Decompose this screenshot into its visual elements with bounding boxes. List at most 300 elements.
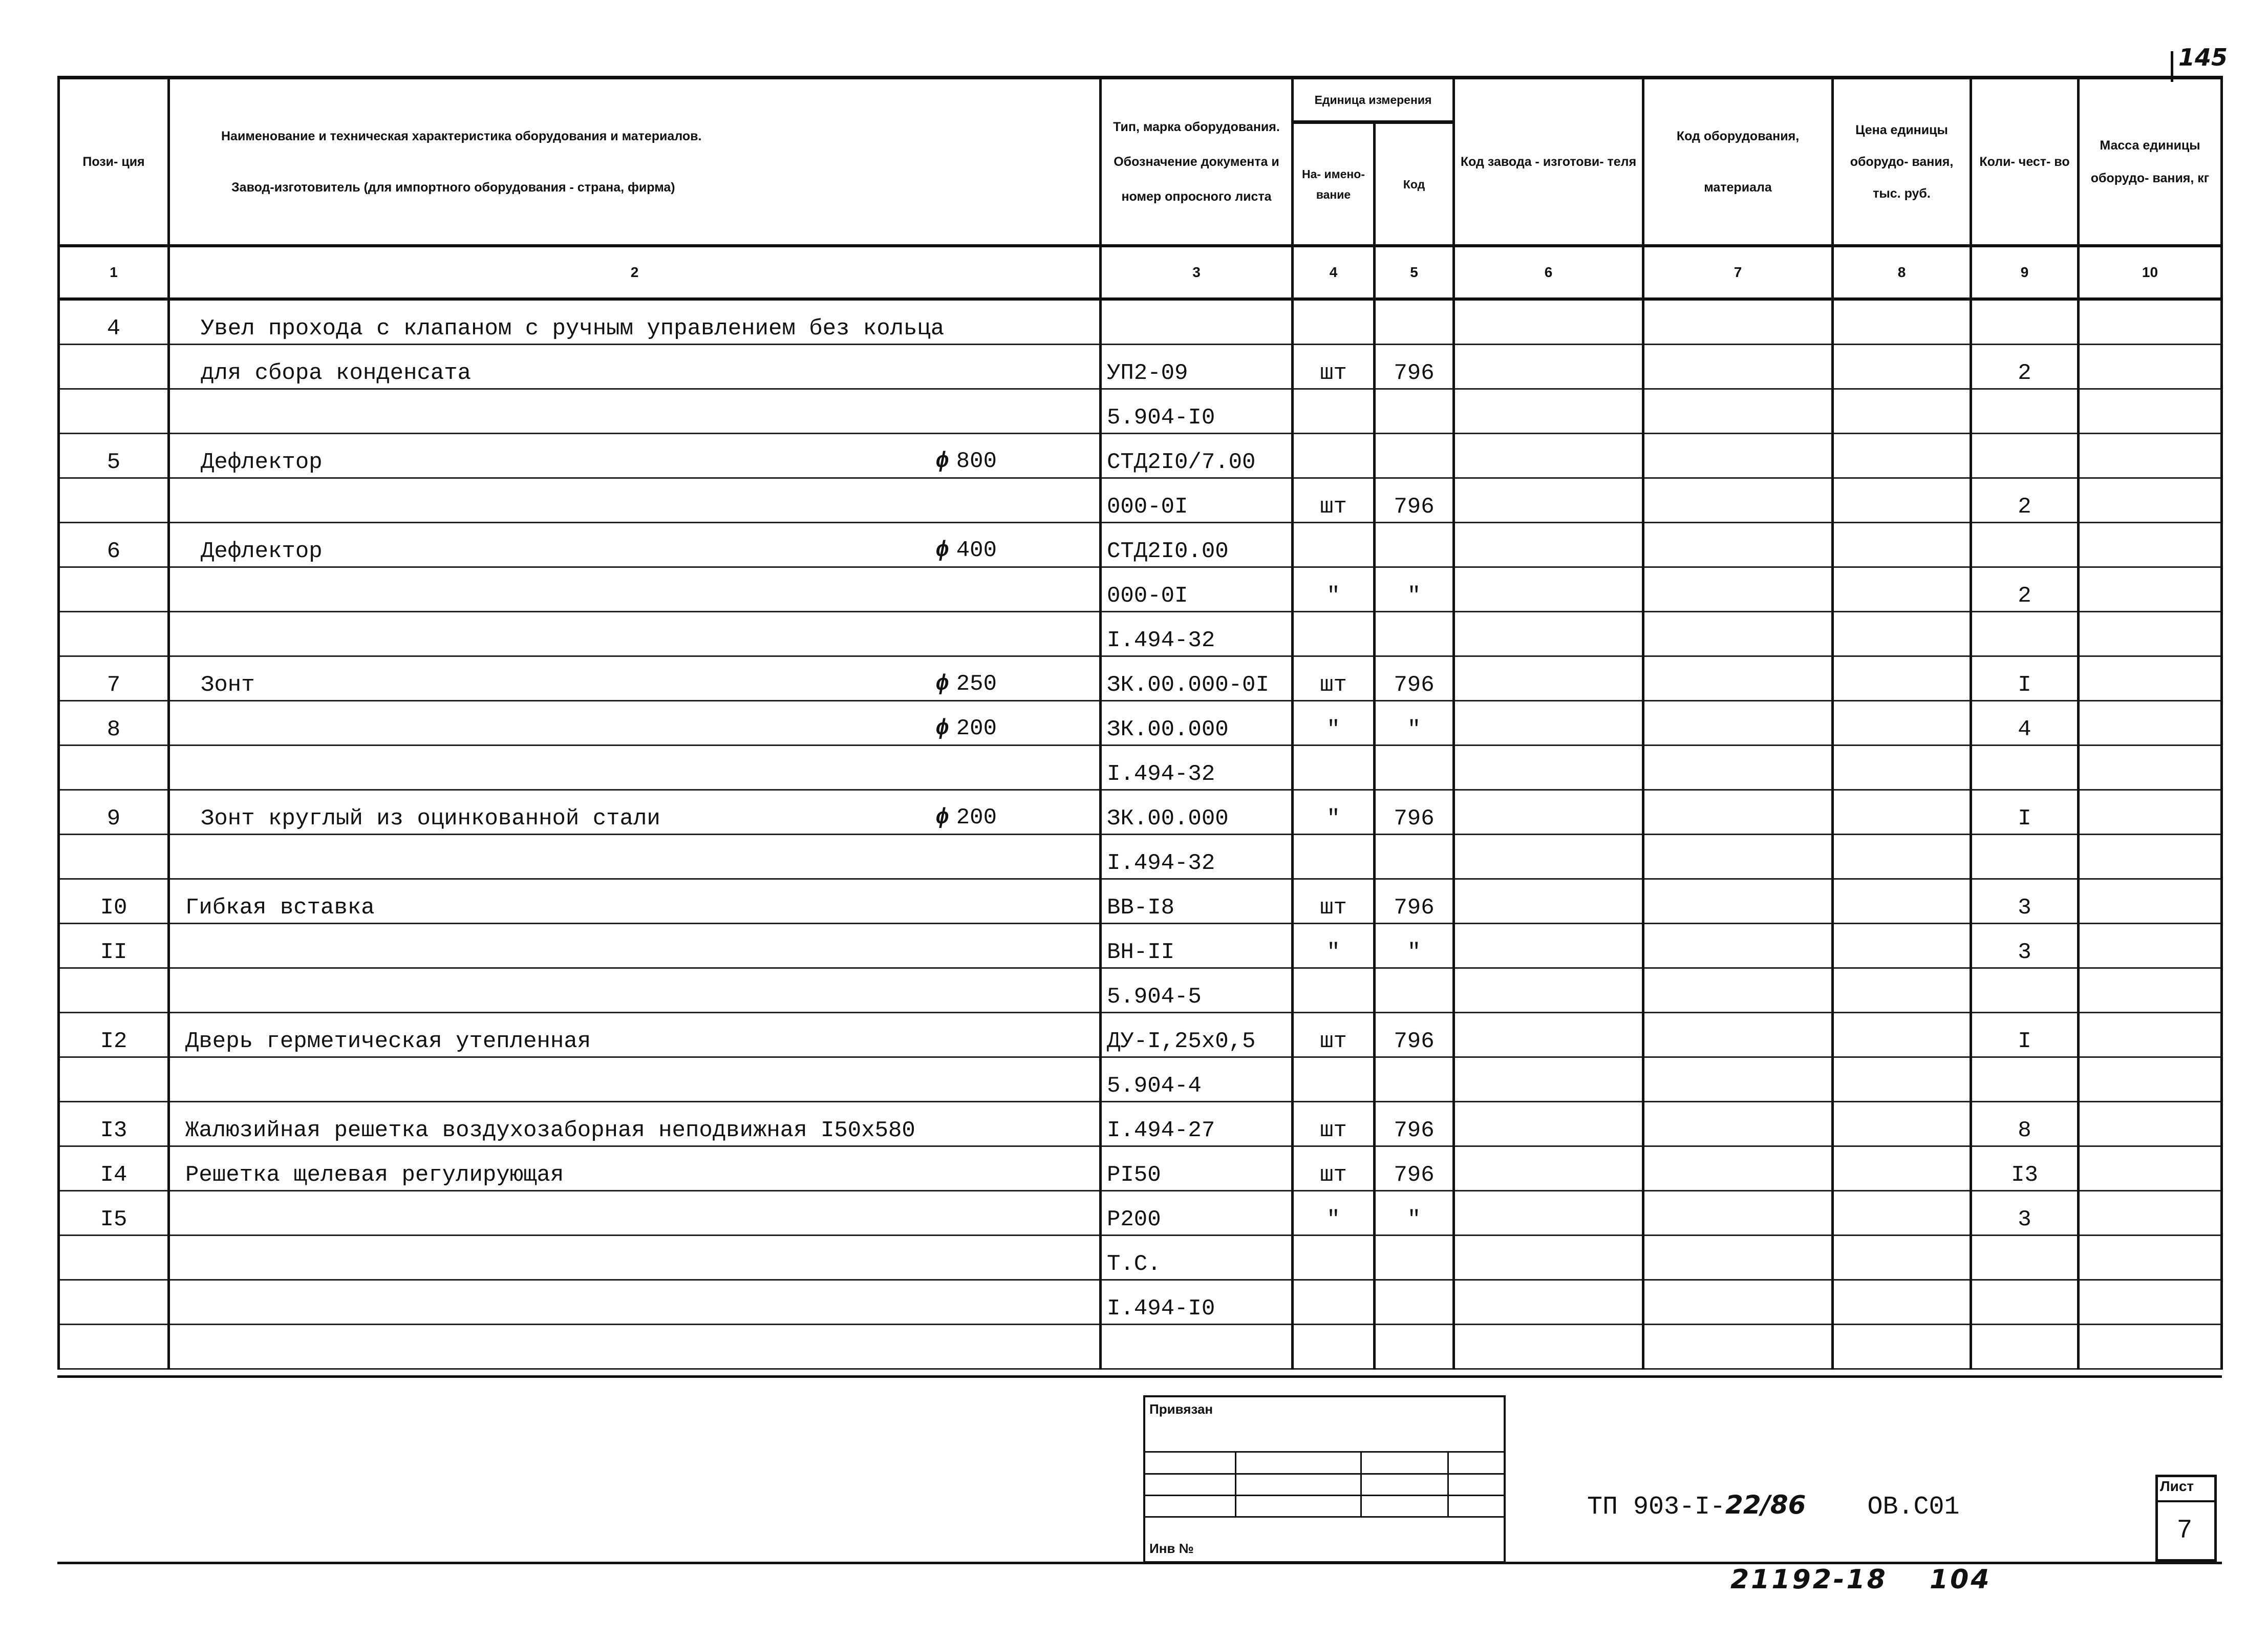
row-name: [175, 1207, 185, 1232]
stamp-divider: [1360, 1451, 1362, 1516]
row-equipment-code: [1643, 835, 1833, 879]
row-price: [1833, 968, 1971, 1013]
row-quantity: [1971, 299, 2079, 345]
header-type: Тип, марка оборудования. Обозначение документа и номер опросного листа: [1101, 78, 1293, 246]
row-type: I.494-32: [1101, 835, 1293, 879]
table-row: [59, 1057, 2222, 1102]
row-unit-code: [1375, 1280, 1454, 1325]
row-quantity: 4: [1971, 701, 2079, 746]
diameter-symbol: ϕ: [935, 449, 949, 474]
table-row: [59, 924, 2222, 968]
row-unit: [1293, 1280, 1375, 1325]
row-mass: [2079, 523, 2222, 567]
diameter-symbol: ϕ: [935, 716, 949, 741]
row-maker-code: [1454, 434, 1643, 478]
specification-table: [57, 76, 2223, 1370]
row-mass: [2079, 879, 2222, 924]
row-position: [59, 1236, 169, 1280]
diameter-symbol: ϕ: [935, 671, 949, 697]
row-quantity: [1971, 1325, 2079, 1369]
row-unit: ": [1293, 567, 1375, 612]
row-equipment-code: [1643, 523, 1833, 567]
diameter-value: 200: [956, 716, 997, 741]
row-equipment-code: [1643, 746, 1833, 790]
column-number: 4: [1293, 246, 1375, 299]
row-unit-code: 796: [1375, 1146, 1454, 1191]
row-position: II: [59, 924, 169, 968]
row-price: [1833, 1102, 1971, 1146]
row-maker-code: [1454, 1325, 1643, 1369]
row-unit: [1293, 612, 1375, 656]
table-row: [59, 478, 2222, 523]
row-type: 000-0I: [1101, 567, 1293, 612]
table-row: [59, 1191, 2222, 1236]
table-row: [59, 299, 2222, 345]
row-diameter: [935, 449, 997, 474]
row-equipment-code: [1643, 1236, 1833, 1280]
row-mass: [2079, 1280, 2222, 1325]
row-type: УП2-09: [1101, 345, 1293, 389]
row-position: 5: [59, 434, 169, 478]
row-quantity: 3: [1971, 924, 2079, 968]
row-unit: шт: [1293, 1013, 1375, 1057]
sheet-box: [2155, 1475, 2217, 1562]
row-quantity: [1971, 968, 2079, 1013]
diameter-value: 200: [956, 805, 997, 831]
row-unit-code: 796: [1375, 656, 1454, 701]
row-quantity: I3: [1971, 1146, 2079, 1191]
row-mass: [2079, 835, 2222, 879]
row-quantity: I: [1971, 656, 2079, 701]
table-row: [59, 1325, 2222, 1369]
row-type: ЗК.00.000: [1101, 701, 1293, 746]
row-position: I2: [59, 1013, 169, 1057]
row-name: [175, 1251, 185, 1277]
table-row: [59, 1146, 2222, 1191]
row-mass: [2079, 389, 2222, 434]
row-maker-code: [1454, 567, 1643, 612]
row-quantity: 3: [1971, 1191, 2079, 1236]
table-row: [59, 434, 2222, 478]
row-unit-code: 796: [1375, 879, 1454, 924]
row-mass: [2079, 790, 2222, 835]
row-name: для сбора конденсата: [201, 360, 472, 386]
row-name: [175, 1296, 185, 1322]
binding-stamp: [1143, 1395, 1506, 1563]
row-mass: [2079, 1102, 2222, 1146]
row-name: Жалюзийная решетка воздухозаборная неподвижная I50х580: [185, 1118, 915, 1143]
row-unit: шт: [1293, 478, 1375, 523]
row-unit: [1293, 1057, 1375, 1102]
row-unit-code: [1375, 1057, 1454, 1102]
row-mass: [2079, 968, 2222, 1013]
row-maker-code: [1454, 1146, 1643, 1191]
row-name-cell: [169, 879, 1101, 924]
stamp-divider: [1447, 1451, 1449, 1516]
table-row: [59, 701, 2222, 746]
row-mass: [2079, 1236, 2222, 1280]
row-position: 7: [59, 656, 169, 701]
table-row: [59, 879, 2222, 924]
row-unit-code: 796: [1375, 478, 1454, 523]
row-position: [59, 389, 169, 434]
row-price: [1833, 790, 1971, 835]
row-unit-code: 796: [1375, 345, 1454, 389]
row-position: 4: [59, 299, 169, 345]
diameter-symbol: ϕ: [935, 805, 949, 831]
column-number-row: [59, 246, 2222, 299]
row-name-cell: [169, 434, 1101, 478]
stamp-line: [1145, 1473, 1504, 1475]
column-number: 3: [1101, 246, 1293, 299]
row-price: [1833, 1325, 1971, 1369]
stamp-inv-label: Инв №: [1149, 1541, 1194, 1556]
row-unit: [1293, 1325, 1375, 1369]
row-name-cell: [169, 523, 1101, 567]
row-position: I0: [59, 879, 169, 924]
row-mass: [2079, 434, 2222, 478]
row-unit-code: ": [1375, 567, 1454, 612]
row-unit: [1293, 835, 1375, 879]
table-row: [59, 567, 2222, 612]
row-equipment-code: [1643, 924, 1833, 968]
row-maker-code: [1454, 701, 1643, 746]
row-position: 6: [59, 523, 169, 567]
row-quantity: [1971, 523, 2079, 567]
column-number: 10: [2079, 246, 2222, 299]
row-unit: ": [1293, 701, 1375, 746]
row-unit: [1293, 523, 1375, 567]
header-position: Пози- ция: [59, 78, 169, 246]
corner-page-mark: 145: [2178, 44, 2228, 71]
header-row: [59, 78, 2222, 122]
row-type: ДУ-I,25х0,5: [1101, 1013, 1293, 1057]
row-maker-code: [1454, 790, 1643, 835]
row-maker-code: [1454, 1280, 1643, 1325]
row-quantity: [1971, 746, 2079, 790]
row-quantity: [1971, 1236, 2079, 1280]
row-quantity: 2: [1971, 567, 2079, 612]
row-price: [1833, 1057, 1971, 1102]
row-unit: шт: [1293, 879, 1375, 924]
diameter-symbol: ϕ: [935, 538, 949, 563]
row-maker-code: [1454, 345, 1643, 389]
row-diameter: [935, 538, 997, 563]
row-position: 9: [59, 790, 169, 835]
sheet-number: 7: [2177, 1515, 2192, 1543]
row-equipment-code: [1643, 701, 1833, 746]
row-mass: [2079, 746, 2222, 790]
row-diameter: [935, 671, 997, 697]
table-row: [59, 835, 2222, 879]
row-equipment-code: [1643, 790, 1833, 835]
row-position: I4: [59, 1146, 169, 1191]
stamp-line: [1145, 1516, 1504, 1518]
row-diameter: [935, 716, 997, 741]
row-maker-code: [1454, 389, 1643, 434]
column-number: 9: [1971, 246, 2079, 299]
row-maker-code: [1454, 835, 1643, 879]
row-maker-code: [1454, 879, 1643, 924]
row-unit-code: [1375, 389, 1454, 434]
row-price: [1833, 345, 1971, 389]
row-name-cell: [169, 1013, 1101, 1057]
table-row: [59, 1013, 2222, 1057]
row-name-cell: [169, 299, 1101, 345]
row-unit: ": [1293, 1191, 1375, 1236]
row-mass: [2079, 345, 2222, 389]
row-unit-code: ": [1375, 1191, 1454, 1236]
row-price: [1833, 835, 1971, 879]
row-type: ВВ-I8: [1101, 879, 1293, 924]
row-maker-code: [1454, 523, 1643, 567]
row-price: [1833, 389, 1971, 434]
row-name-cell: [169, 746, 1101, 790]
row-name: Увел прохода с клапаном с ручным управлением без кольца: [201, 316, 945, 342]
row-mass: [2079, 612, 2222, 656]
row-quantity: 2: [1971, 345, 2079, 389]
row-mass: [2079, 567, 2222, 612]
row-name: [175, 940, 185, 965]
row-type: [1101, 299, 1293, 345]
row-equipment-code: [1643, 1280, 1833, 1325]
row-mass: [2079, 1057, 2222, 1102]
row-mass: [2079, 478, 2222, 523]
row-diameter: [935, 805, 997, 831]
table-row: [59, 523, 2222, 567]
row-name: [175, 717, 201, 742]
row-price: [1833, 523, 1971, 567]
stamp-line: [1145, 1495, 1504, 1496]
row-name-cell: [169, 790, 1101, 835]
row-equipment-code: [1643, 612, 1833, 656]
row-maker-code: [1454, 1236, 1643, 1280]
row-name-cell: [169, 567, 1101, 612]
table-bottom-line: [57, 1375, 2222, 1378]
row-price: [1833, 1236, 1971, 1280]
row-type: 000-0I: [1101, 478, 1293, 523]
diameter-value: 400: [956, 538, 997, 563]
row-unit: ": [1293, 924, 1375, 968]
archive-footer: [1730, 1564, 1992, 1595]
row-name-cell: [169, 478, 1101, 523]
row-quantity: [1971, 1057, 2079, 1102]
row-name: [175, 1073, 185, 1099]
row-position: [59, 746, 169, 790]
row-position: [59, 1280, 169, 1325]
row-equipment-code: [1643, 1191, 1833, 1236]
row-maker-code: [1454, 1191, 1643, 1236]
row-type: I.494-32: [1101, 612, 1293, 656]
row-quantity: [1971, 434, 2079, 478]
diameter-value: 250: [956, 671, 997, 697]
row-name: Зонт: [201, 672, 255, 698]
row-equipment-code: [1643, 567, 1833, 612]
row-mass: [2079, 299, 2222, 345]
row-name-cell: [169, 924, 1101, 968]
header-name: Наименование и техническая характеристика оборудования и материалов. Завод-изготовитель (для импортного оборудования - страна, фирма): [169, 78, 1101, 246]
row-maker-code: [1454, 1102, 1643, 1146]
row-mass: [2079, 924, 2222, 968]
stamp-bound-label: Привязан: [1149, 1401, 1213, 1417]
row-equipment-code: [1643, 1325, 1833, 1369]
row-type: 5.904-5: [1101, 968, 1293, 1013]
sheet-label: Лист: [2160, 1478, 2194, 1494]
table-row: [59, 612, 2222, 656]
header-unit-group: Единица измерения: [1293, 78, 1454, 122]
row-price: [1833, 879, 1971, 924]
header-mass: Масса единицы оборудо- вания, кг: [2079, 78, 2222, 246]
row-quantity: I: [1971, 1013, 2079, 1057]
row-unit-code: [1375, 968, 1454, 1013]
row-position: 8: [59, 701, 169, 746]
stamp-divider: [1235, 1451, 1236, 1516]
row-equipment-code: [1643, 1057, 1833, 1102]
row-unit-code: ": [1375, 924, 1454, 968]
row-maker-code: [1454, 1013, 1643, 1057]
row-maker-code: [1454, 656, 1643, 701]
header-quantity: Коли- чест- во: [1971, 78, 2079, 246]
row-price: [1833, 612, 1971, 656]
row-equipment-code: [1643, 656, 1833, 701]
row-mass: [2079, 1146, 2222, 1191]
column-number: 7: [1643, 246, 1833, 299]
row-unit-code: [1375, 434, 1454, 478]
table-row: [59, 1280, 2222, 1325]
row-position: [59, 968, 169, 1013]
row-maker-code: [1454, 1057, 1643, 1102]
row-unit: [1293, 434, 1375, 478]
row-unit-code: [1375, 746, 1454, 790]
row-name-cell: [169, 1191, 1101, 1236]
row-unit-code: 796: [1375, 1102, 1454, 1146]
row-mass: [2079, 1013, 2222, 1057]
row-name-cell: [169, 701, 1101, 746]
row-name-cell: [169, 968, 1101, 1013]
row-name: Зонт круглый из оцинкованной стали: [201, 806, 660, 832]
header-equipment-code: Код оборудования, материала: [1643, 78, 1833, 246]
row-price: [1833, 701, 1971, 746]
row-type: Т.С.: [1101, 1236, 1293, 1280]
row-quantity: [1971, 612, 2079, 656]
column-number: 2: [169, 246, 1101, 299]
row-name-cell: [169, 1280, 1101, 1325]
row-equipment-code: [1643, 1102, 1833, 1146]
row-position: [59, 345, 169, 389]
row-name-cell: [169, 612, 1101, 656]
row-type: I.494-32: [1101, 746, 1293, 790]
row-position: [59, 1325, 169, 1369]
row-unit-code: [1375, 1325, 1454, 1369]
row-mass: [2079, 656, 2222, 701]
table-row: [59, 389, 2222, 434]
row-name: [175, 850, 201, 876]
row-type: СТД2I0.00: [1101, 523, 1293, 567]
row-type: ВН-II: [1101, 924, 1293, 968]
sheet-divider: [2158, 1500, 2214, 1502]
row-type: [1101, 1325, 1293, 1369]
row-unit-code: ": [1375, 701, 1454, 746]
header-unit-name: На- имено- вание: [1293, 122, 1375, 246]
row-position: I3: [59, 1102, 169, 1146]
row-type: 5.904-4: [1101, 1057, 1293, 1102]
row-price: [1833, 478, 1971, 523]
row-position: I5: [59, 1191, 169, 1236]
row-price: [1833, 1280, 1971, 1325]
row-price: [1833, 924, 1971, 968]
row-price: [1833, 1191, 1971, 1236]
row-name: Гибкая вставка: [185, 895, 375, 921]
archive-number: 21192-18: [1730, 1564, 1888, 1595]
row-name: [175, 1340, 185, 1366]
row-type: Р200: [1101, 1191, 1293, 1236]
row-name-cell: [169, 1236, 1101, 1280]
row-name-cell: [169, 656, 1101, 701]
row-type: I.494-27: [1101, 1102, 1293, 1146]
row-equipment-code: [1643, 1013, 1833, 1057]
header-maker-code: Код завода - изготови- теля: [1454, 78, 1643, 246]
row-price: [1833, 567, 1971, 612]
row-price: [1833, 1013, 1971, 1057]
row-name: Дверь герметическая утепленная: [185, 1029, 591, 1054]
row-name-cell: [169, 1102, 1101, 1146]
row-unit-code: [1375, 1236, 1454, 1280]
row-name-cell: [169, 1057, 1101, 1102]
row-unit: [1293, 1236, 1375, 1280]
column-number: 5: [1375, 246, 1454, 299]
row-position: [59, 478, 169, 523]
column-number: 6: [1454, 246, 1643, 299]
row-quantity: [1971, 835, 2079, 879]
row-type: СТД2I0/7.00: [1101, 434, 1293, 478]
document-designation: ТП 903-I-22/86 ОВ.С01: [1587, 1490, 1960, 1522]
row-equipment-code: [1643, 478, 1833, 523]
row-price: [1833, 746, 1971, 790]
column-number: 1: [59, 246, 169, 299]
row-unit-code: [1375, 523, 1454, 567]
row-position: [59, 1057, 169, 1102]
diameter-value: 800: [956, 449, 997, 474]
row-name-cell: [169, 389, 1101, 434]
row-maker-code: [1454, 612, 1643, 656]
row-unit-code: [1375, 612, 1454, 656]
table-row: [59, 1102, 2222, 1146]
row-equipment-code: [1643, 299, 1833, 345]
row-unit-code: [1375, 299, 1454, 345]
row-quantity: I: [1971, 790, 2079, 835]
column-number: 8: [1833, 246, 1971, 299]
row-mass: [2079, 1325, 2222, 1369]
row-position: [59, 567, 169, 612]
row-price: [1833, 656, 1971, 701]
row-type: ЗК.00.000-0I: [1101, 656, 1293, 701]
row-quantity: 8: [1971, 1102, 2079, 1146]
row-maker-code: [1454, 299, 1643, 345]
row-name: [175, 628, 201, 653]
row-quantity: [1971, 389, 2079, 434]
row-unit: [1293, 299, 1375, 345]
row-name: Решетка щелевая регулирующая: [185, 1162, 564, 1188]
row-name: Дефлектор: [201, 539, 323, 564]
row-equipment-code: [1643, 1146, 1833, 1191]
row-name-cell: [169, 345, 1101, 389]
row-name: [175, 405, 201, 431]
row-equipment-code: [1643, 389, 1833, 434]
row-mass: [2079, 701, 2222, 746]
row-type: I.494-I0: [1101, 1280, 1293, 1325]
row-name-cell: [169, 1325, 1101, 1369]
row-equipment-code: [1643, 345, 1833, 389]
